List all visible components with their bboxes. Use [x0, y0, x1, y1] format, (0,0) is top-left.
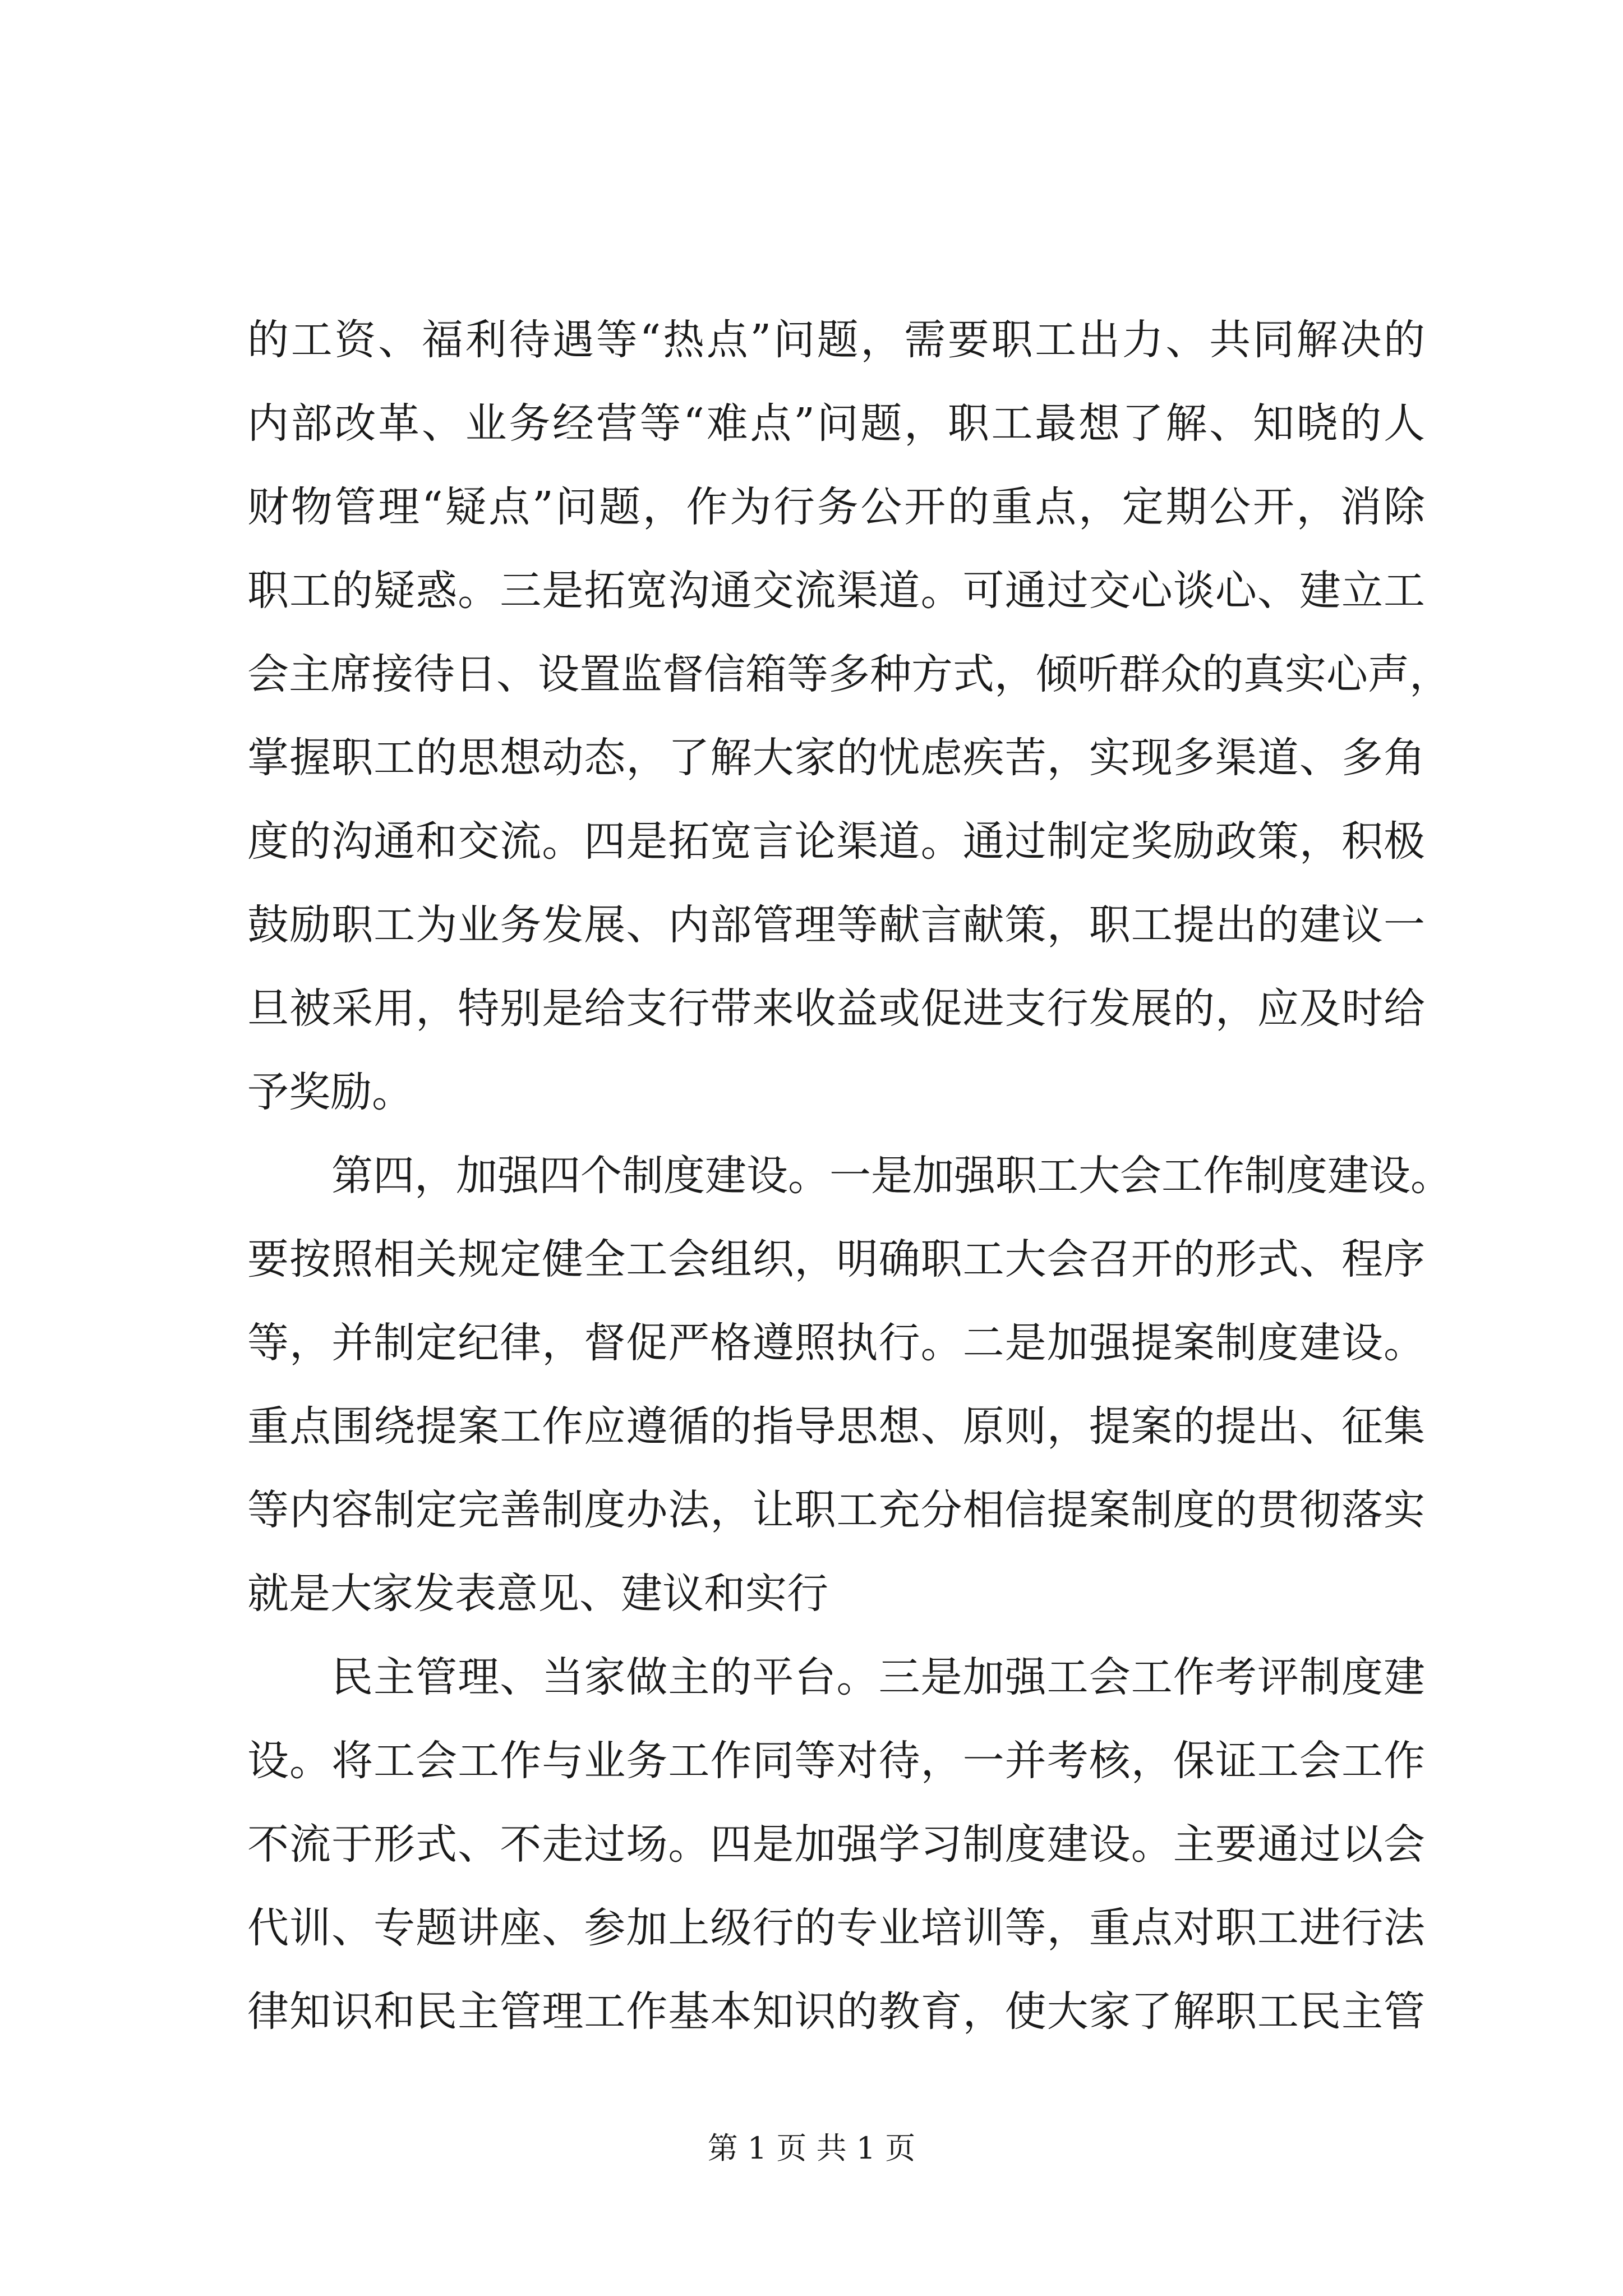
text-line: 鼓励职工为业务发展、内部管理等献言献策，职工提出的建议一: [247, 901, 1425, 949]
text-line: 的工资、福利待遇等“热点”问题，需要职工出力、共同解决的: [247, 316, 1425, 364]
text-line: 不流于形式、不走过场。四是加强学习制度建设。主要通过以会: [247, 1820, 1425, 1869]
text-line: 就是大家发表意见、建议和实行: [247, 1570, 828, 1618]
page-number-footer: 第 1 页 共 1 页: [707, 2131, 916, 2166]
text-line: 代训、专题讲座、参加上级行的专业培训等，重点对职工进行法: [247, 1904, 1425, 1952]
text-line: 等内容制定完善制度办法，让职工充分相信提案制度的贯彻落实: [247, 1486, 1425, 1534]
paragraph-start-line: 第四，加强四个制度建设。一是加强职工大会工作制度建设。: [331, 1152, 1452, 1200]
text-line: 度的沟通和交流。四是拓宽言论渠道。通过制定奖励政策，积极: [247, 817, 1425, 866]
text-line: 财物管理“疑点”问题，作为行务公开的重点，定期公开，消除: [247, 483, 1425, 531]
text-line: 予奖励。: [247, 1068, 413, 1116]
text-line: 内部改革、业务经营等“难点”问题，职工最想了解、知晓的人: [247, 399, 1425, 448]
text-line: 要按照相关规定健全工会组织，明确职工大会召开的形式、程序: [247, 1235, 1425, 1283]
text-line: 职工的疑惑。三是拓宽沟通交流渠道。可通过交心谈心、建立工: [247, 567, 1425, 615]
text-line: 重点围绕提案工作应遵循的指导思想、原则，提案的提出、征集: [247, 1402, 1425, 1451]
text-line: 律知识和民主管理工作基本知识的教育，使大家了解职工民主管: [247, 1987, 1425, 2036]
text-line: 会主席接待日、设置监督信箱等多种方式，倾听群众的真实心声，: [247, 650, 1451, 698]
paragraph-start-line: 民主管理、当家做主的平台。三是加强工会工作考评制度建: [331, 1653, 1425, 1701]
text-line: 掌握职工的思想动态，了解大家的忧虑疾苦，实现多渠道、多角: [247, 734, 1425, 782]
text-line: 等，并制定纪律，督促严格遵照执行。二是加强提案制度建设。: [247, 1319, 1425, 1367]
text-line: 旦被采用，特别是给支行带来收益或促进支行发展的，应及时给: [247, 984, 1425, 1033]
text-line: 设。将工会工作与业务工作同等对待，一并考核，保证工会工作: [247, 1737, 1425, 1785]
